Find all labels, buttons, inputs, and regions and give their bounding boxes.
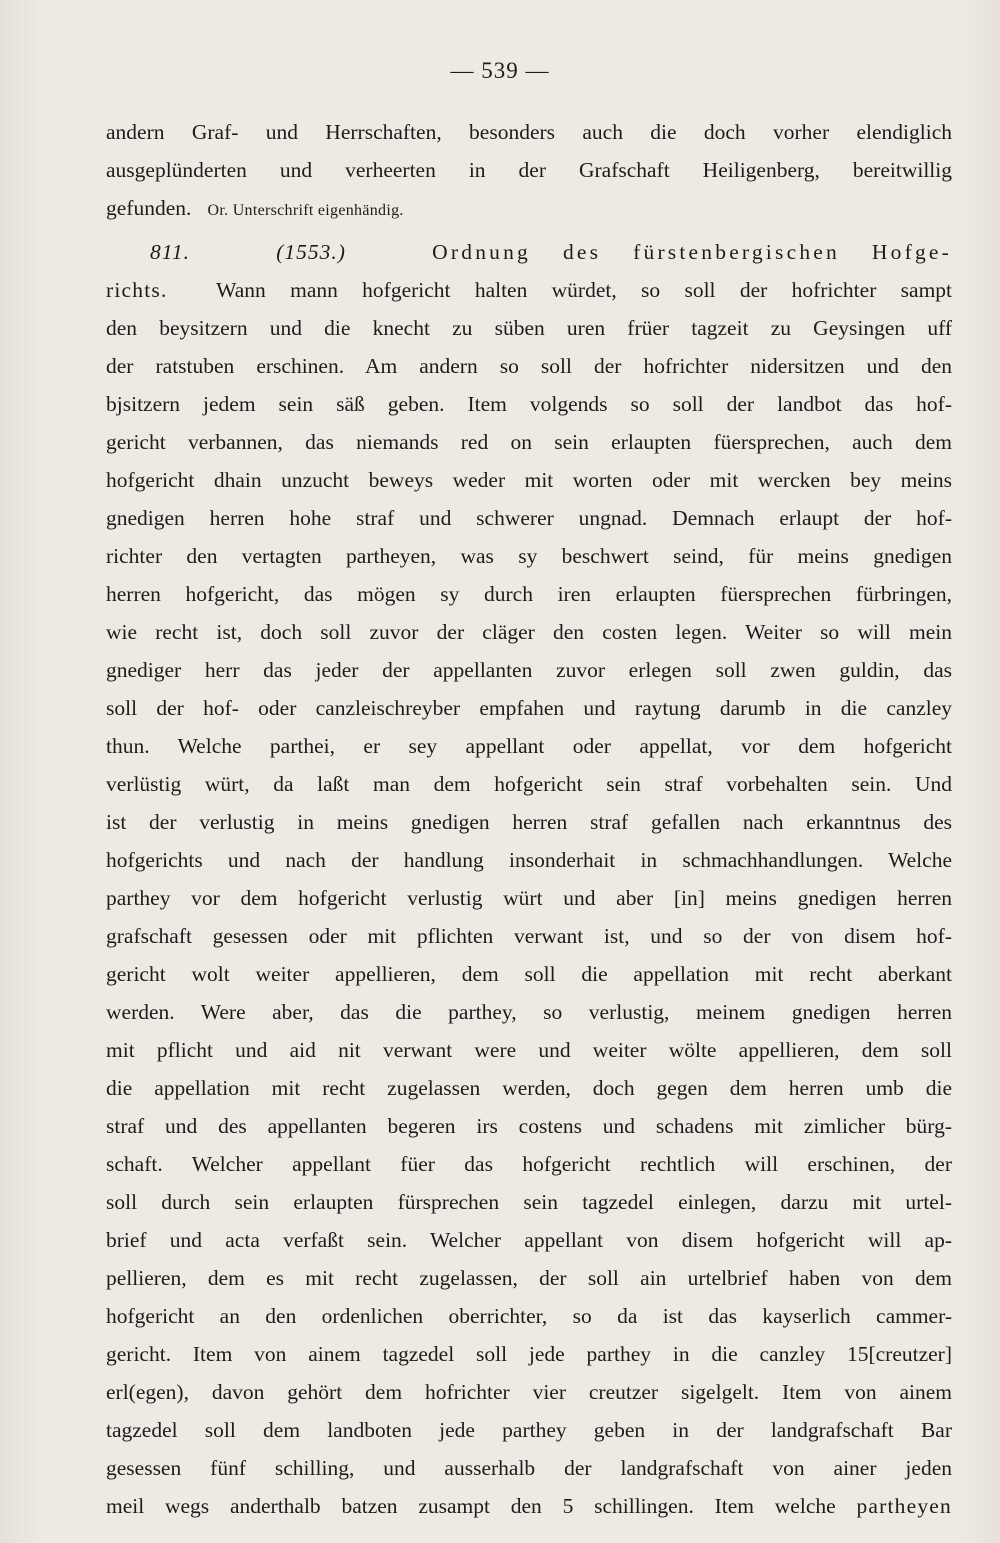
text-line: schaft. Welcher appellant füer das hofgericht rechtlich will erschinen, der <box>106 1152 952 1176</box>
text-line: gericht verbannen, das niemands red on sein erlaupten füersprechen, auch dem <box>106 430 952 454</box>
text-line: gesessen fünf schilling, und ausserhalb der landgrafschaft von ainer jeden <box>106 1456 952 1480</box>
entry-title-continued: richts. <box>106 278 168 302</box>
text-line: gericht wolt weiter appellieren, dem soll die appellation mit recht aberkant <box>106 962 952 986</box>
page-number: — 539 — <box>450 58 550 83</box>
entry-number: 811. <box>150 240 191 264</box>
text-line: soll der hof- oder canzleischreyber empfahen und raytung darumb in die canzley <box>106 696 952 720</box>
text-line: gnedigen herren hohe straf und schwerer ungnad. Demnach erlaupt der hof- <box>106 506 952 530</box>
text-line: werden. Were aber, das die parthey, so verlustig, meinem gnedigen herren <box>106 1000 952 1024</box>
text-line: erl(egen), davon gehört dem hofrichter vier creutzer sigelgelt. Item von ainem <box>106 1380 952 1404</box>
text-line: die appellation mit recht zugelassen werden, doch gegen dem herren umb die <box>106 1076 952 1100</box>
text-line: mit pflicht und aid nit verwant were und weiter wölte appellieren, dem soll <box>106 1038 952 1062</box>
text-line: wie recht ist, doch soll zuvor der cläger den costen legen. Weiter so will mein <box>106 620 952 644</box>
entry-first-line: Wann mann hofgericht halten würdet, so soll der hofrichter sampt <box>216 278 952 302</box>
text-line: hofgericht an den ordenlichen oberrichter, so da ist das kayserlich cammer- <box>106 1304 952 1328</box>
signature-note: Or. Unterschrift eigenhändig. <box>207 202 404 219</box>
continuation-end: gefunden. <box>106 196 192 220</box>
text-line: der ratstuben erschinen. Am andern so soll der hofrichter nidersitzen und den <box>106 354 952 378</box>
text-line <box>106 1487 952 1525</box>
text-line: pellieren, dem es mit recht zugelassen, der soll ain urtelbrief haben von dem <box>106 1266 952 1290</box>
text-line: thun. Welche parthei, er sey appellant oder appellat, vor dem hofgericht <box>106 734 952 758</box>
text-line: grafschaft gesessen oder mit pflichten verwant ist, und so der von disem hof- <box>106 924 952 948</box>
text-line: herren hofgericht, das mögen sy durch iren erlaupten füersprechen fürbringen, <box>106 582 952 606</box>
text-line: hofgericht dhain unzucht beweys weder mit worten oder mit wercken bey meins <box>106 468 952 492</box>
text-line: hofgerichts und nach der handlung insonderhait in schmachhandlungen. Welche <box>106 848 952 872</box>
text-line: gericht. Item von ainem tagzedel soll jede parthey in die canzley 15[creutzer] <box>106 1342 952 1366</box>
final-line-start: meil wegs anderthalb batzen zusampt den 5 schillingen. Item welche <box>106 1494 836 1518</box>
text-line: brief und acta verfaßt sein. Welcher appellant von disem hofgericht will ap- <box>106 1228 952 1252</box>
text-line: verlüstig würt, da laßt man dem hofgericht sein straf vorbehalten sein. Und <box>106 772 952 796</box>
text-line: andern Graf- und Herrschaften, besonders auch die doch vorher elendiglich <box>106 120 952 144</box>
main-text <box>106 113 952 1525</box>
text-line: straf und des appellanten begeren irs costens und schadens mit zimlicher bürg- <box>106 1114 952 1138</box>
text-line: richter den vertagten partheyen, was sy beschwert seind, für meins gnedigen <box>106 544 952 568</box>
text-line: den beysitzern und die knecht zu süben uren früer tagzeit zu Geysingen uff <box>106 316 952 340</box>
text-line <box>106 189 952 227</box>
text-line: bjsitzern jedem sein säß geben. Item volgends so soll der landbot das hof- <box>106 392 952 416</box>
entry-title: Ordnung des fürstenbergischen Hofge- <box>432 240 952 264</box>
text-line: ausgeplünderten und verheerten in der Grafschaft Heiligenberg, bereitwillig <box>106 158 952 182</box>
text-line: gnediger herr das jeder der appellanten zuvor erlegen soll zwen guldin, das <box>106 658 952 682</box>
text-line: soll durch sein erlaupten fürsprechen sein tagzedel einlegen, darzu mit urtel- <box>106 1190 952 1214</box>
text-line: tagzedel soll dem landboten jede parthey geben in der landgrafschaft Bar <box>106 1418 952 1442</box>
final-line-end: partheyen <box>856 1494 952 1518</box>
entry-date: (1553.) <box>276 240 346 264</box>
text-line: ist der verlustig in meins gnedigen herren straf gefallen nach erkanntnus des <box>106 810 952 834</box>
entry-heading-line <box>106 233 952 271</box>
text-line <box>106 271 952 309</box>
entry-body <box>106 309 952 1487</box>
text-line: parthey vor dem hofgericht verlustig würt und aber [in] meins gnedigen herren <box>106 886 952 910</box>
